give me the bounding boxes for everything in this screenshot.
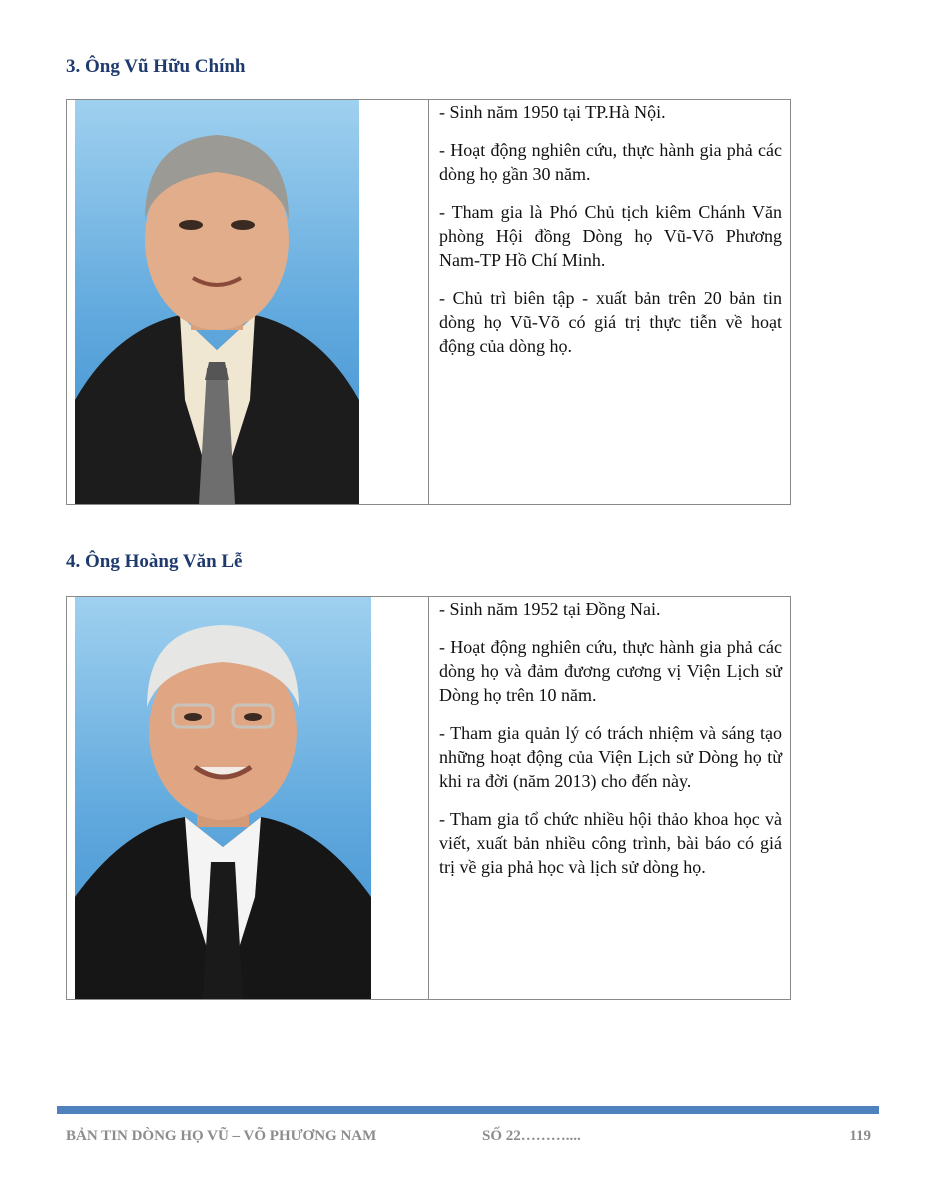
portrait-photo-vu-huu-chinh <box>75 100 359 504</box>
bio-line: - Chủ trì biên tập - xuất bản trên 20 bản tin dòng họ Vũ-Võ có giá trị thực tiễn về hoạt động của dòng họ. <box>439 288 782 356</box>
section-heading-3: 3. Ông Vũ Hữu Chính <box>66 56 246 77</box>
bio-line: - Hoạt động nghiên cứu, thực hành gia phả các dòng họ và đảm đương cương vị Viện Lịch sử Dòng họ trên 10 năm. <box>439 637 782 705</box>
page-footer <box>66 1128 871 1148</box>
bio-line: - Tham gia quản lý có trách nhiệm và sáng tạo những hoạt động của Viện Lịch sử Dòng họ từ khi ra đời (năm 2013) cho đến này. <box>439 723 782 791</box>
bio-table-4 <box>66 596 791 1000</box>
footer-publication-title: BẢN TIN DÒNG HỌ VŨ – VÕ PHƯƠNG NAM <box>66 1128 377 1144</box>
bio-line: - Sinh năm 1952 tại Đồng Nai. <box>439 599 661 619</box>
bio-text-cell <box>429 597 790 999</box>
bio-line: - Tham gia tổ chức nhiều hội thảo khoa học và viết, xuất bản nhiều công trình, bài báo có giá trị về gia phả học và lịch sử dòng họ. <box>439 809 782 877</box>
bio-line: - Hoạt động nghiên cứu, thực hành gia phả các dòng họ gần 30 năm. <box>439 140 782 184</box>
bio-line: - Tham gia là Phó Chủ tịch kiêm Chánh Văn phòng Hội đồng Dòng họ Vũ-Võ Phương Nam-TP Hồ Chí Minh. <box>439 202 782 270</box>
bio-text-cell <box>429 100 790 504</box>
footer-divider-bar <box>57 1106 879 1114</box>
photo-cell <box>67 597 429 999</box>
bio-line: - Sinh năm 1950 tại TP.Hà Nội. <box>439 102 666 122</box>
section-heading-4: 4. Ông Hoàng Văn Lễ <box>66 551 243 572</box>
bio-table-3 <box>66 99 791 505</box>
footer-page-number: 119 <box>849 1128 871 1144</box>
footer-issue-number: SỐ 22……….... <box>482 1128 581 1144</box>
photo-cell <box>67 100 429 504</box>
portrait-photo-hoang-van-le <box>75 597 371 999</box>
